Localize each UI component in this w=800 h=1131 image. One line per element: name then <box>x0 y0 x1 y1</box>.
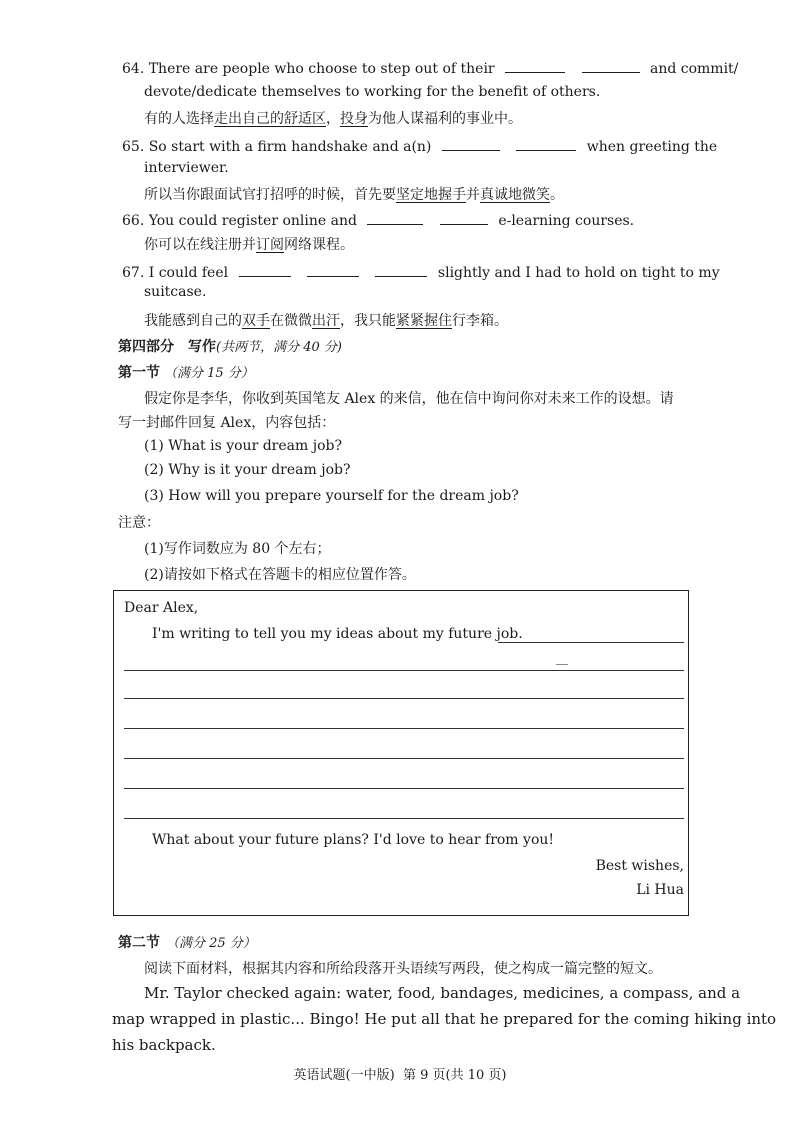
answer-blank[interactable] <box>582 58 640 73</box>
letter-signature: Li Hua <box>636 882 684 898</box>
answer-blank[interactable] <box>239 262 291 277</box>
q65-line1: 65. So start with a firm handshake and a(n) when greeting the <box>122 136 717 155</box>
writing-line[interactable] <box>124 728 684 729</box>
writing-line[interactable] <box>124 818 684 819</box>
q65-line2: interviewer. <box>144 160 229 176</box>
section1-title: 第一节 （满分 15 分） <box>118 365 254 381</box>
letter-opening: I'm writing to tell you my ideas about my future job. <box>152 626 523 642</box>
content-point: (1) What is your dream job? <box>144 438 342 454</box>
answer-blank[interactable] <box>505 58 565 73</box>
answer-blank[interactable] <box>442 136 500 151</box>
notes-title: 注意： <box>118 515 160 531</box>
pencil-mark <box>556 664 568 665</box>
q67-chinese: 我能感到自己的双手在微微出汗，我只能紧紧握住行李箱。 <box>144 313 508 329</box>
q66-line1: 66. You could register online and e-learning courses. <box>122 210 634 229</box>
passage-line: his backpack. <box>112 1036 216 1054</box>
writing-line[interactable] <box>124 670 684 671</box>
answer-blank[interactable] <box>516 136 576 151</box>
content-point: (3) How will you prepare yourself for the dream job? <box>144 488 519 504</box>
prompt-line1: 假定你是李华，你收到英国笔友 Alex 的来信，他在信中询问你对未来工作的设想。请 <box>144 391 674 407</box>
letter-greeting: Dear Alex, <box>124 600 199 616</box>
answer-blank[interactable] <box>375 262 427 277</box>
note-item: (1)写作词数应为 80 个左右； <box>144 541 331 557</box>
q65-chinese: 所以当你跟面试官打招呼的时候，首先要坚定地握手并真诚地微笑。 <box>144 187 564 203</box>
content-point: (2) Why is it your dream job? <box>144 462 351 478</box>
q64-line1 <box>122 58 738 77</box>
passage-line: map wrapped in plastic... Bingo! He put all that he prepared for the coming hiking into <box>112 1010 777 1028</box>
answer-blank[interactable] <box>307 262 359 277</box>
answer-blank[interactable] <box>367 210 423 225</box>
q64-text-end: and commit/ <box>649 61 739 77</box>
q64-chinese: 有的人选择走出自己的舒适区，投身为他人谋福利的事业中。 <box>144 111 522 127</box>
letter-closing: What about your future plans? I'd love to hear from you! <box>152 832 555 848</box>
writing-line[interactable] <box>124 788 684 789</box>
letter-sign-off: Best wishes, <box>595 858 684 874</box>
q67-line1: 67. I could feel slightly and I had to hold on tight to my <box>122 262 720 281</box>
writing-line[interactable] <box>124 698 684 699</box>
page-footer: 英语试题(一中版) 第 9 页(共 10 页) <box>293 1068 507 1083</box>
note-item: (2)请按如下格式在答题卡的相应位置作答。 <box>144 567 416 583</box>
q64-text: 64. There are people who choose to step out of their <box>122 61 495 77</box>
q67-line2: suitcase. <box>144 284 207 300</box>
prompt-line2: 写一封邮件回复 Alex，内容包括： <box>118 415 336 431</box>
section2-instruction: 阅读下面材料，根据其内容和所给段落开头语续写两段，使之构成一篇完整的短文。 <box>144 961 662 977</box>
passage-line: Mr. Taylor checked again: water, food, bandages, medicines, a compass, and a <box>144 984 741 1002</box>
writing-line[interactable] <box>498 642 684 643</box>
section2-title: 第二节 （满分 25 分） <box>118 935 256 951</box>
writing-line[interactable] <box>124 758 684 759</box>
answer-blank[interactable] <box>440 210 488 225</box>
q66-chinese: 你可以在线注册并订阅网络课程。 <box>144 237 354 253</box>
part4-title: 第四部分 写作(共两节，满分 40 分) <box>118 339 342 355</box>
q64-line2: devote/dedicate themselves to working for the benefit of others. <box>144 84 601 100</box>
